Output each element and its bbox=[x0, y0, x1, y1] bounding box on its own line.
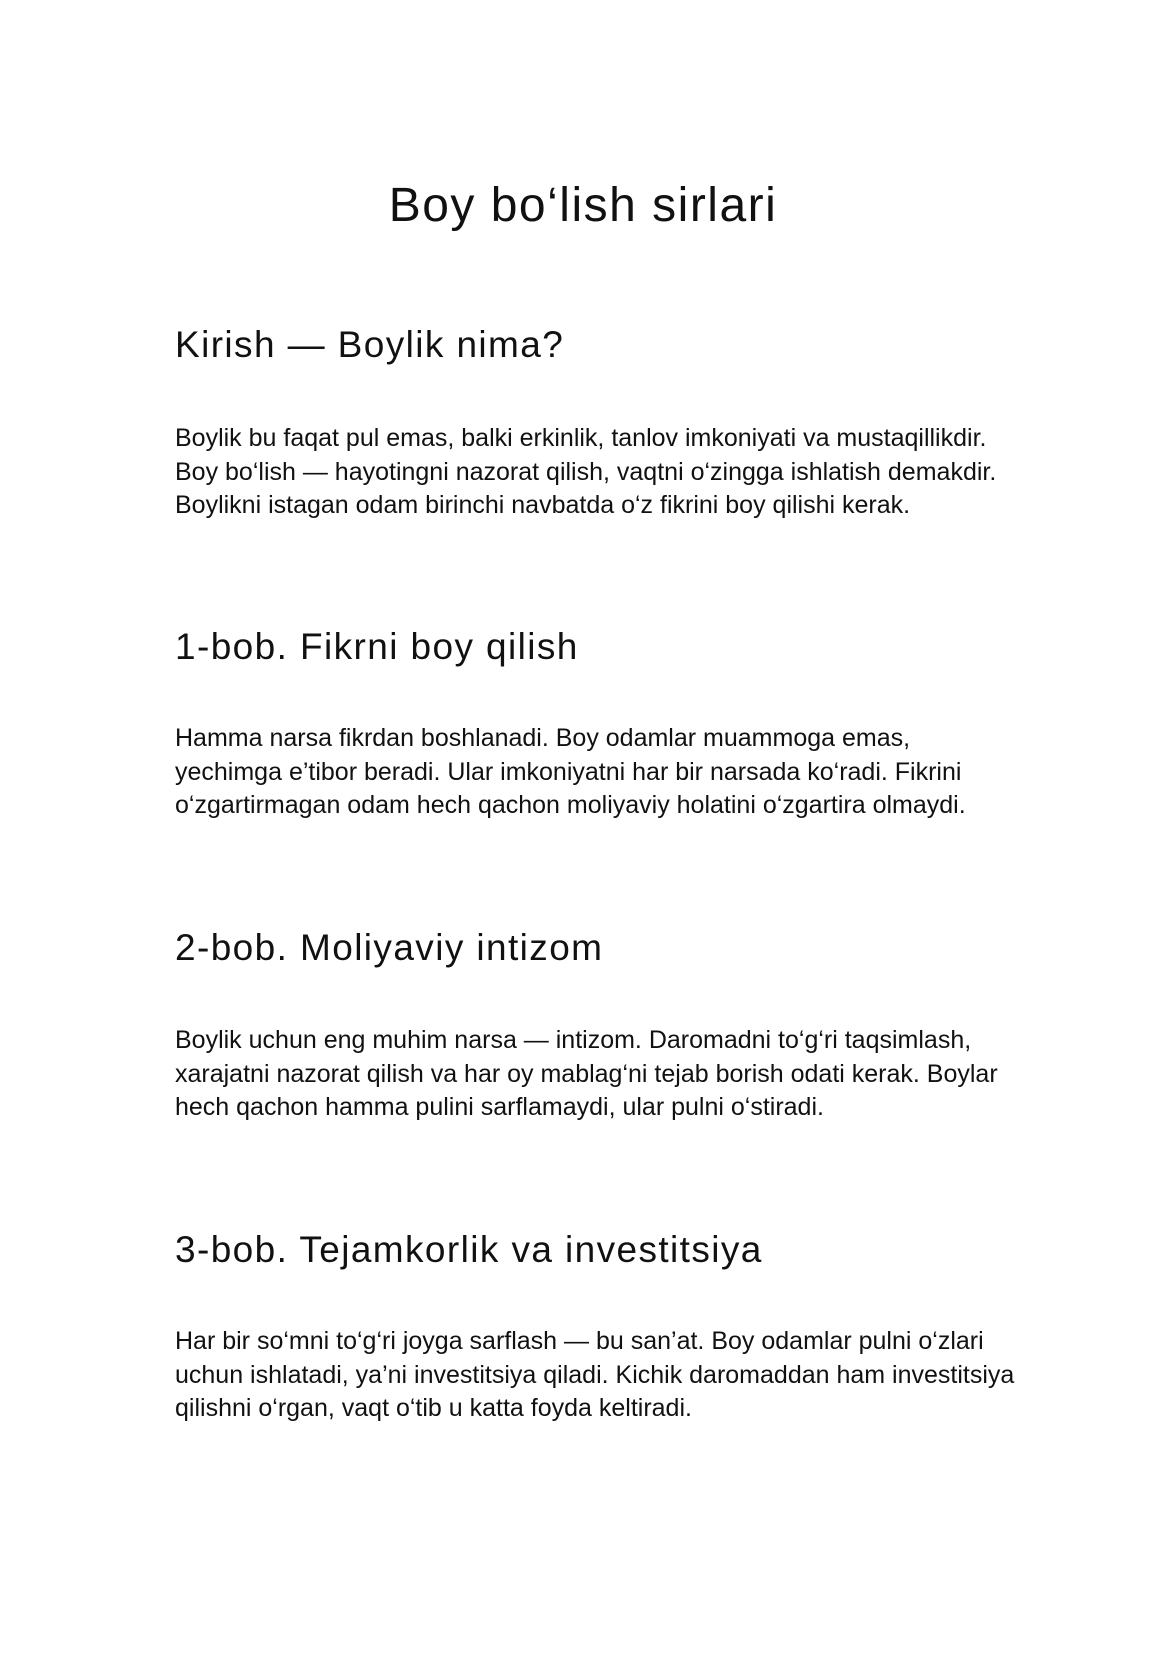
section-introduction bbox=[175, 322, 1015, 519]
section-body: Boylik uchun eng muhim narsa — intizom. Daromadni to‘g‘ri taqsimlash, xarajatni nazorat qilish va har oy mablag‘ni tejab borish odati kerak. Boylar hech qachon hamma pulini sarflamaydi, ular pulni o‘stiradi. bbox=[175, 1026, 998, 1121]
section-chapter-1 bbox=[175, 624, 1015, 819]
section-heading: Kirish — Boylik nima? bbox=[175, 324, 565, 365]
section-heading: 1-bob. Fikrni boy qilish bbox=[175, 626, 579, 667]
section-body: Boylik bu faqat pul emas, balki erkinlik, tanlov imkoniyati va mustaqillikdir. Boy bo‘lish — hayotingni nazorat qilish, vaqtni o‘zingga ishlatish demakdir. Boylikni istagan odam birinchi navbatda o‘z fikrini boy qilishi kerak. bbox=[175, 424, 997, 519]
section-heading: 3-bob. Tejamkorlik va investitsiya bbox=[175, 1229, 763, 1270]
section-chapter-2 bbox=[175, 925, 1015, 1121]
section-heading: 2-bob. Moliyaviy intizom bbox=[175, 927, 604, 968]
section-body: Hamma narsa fikrdan boshlanadi. Boy odamlar muammoga emas, yechimga e’tibor beradi. Ular imkoniyatni har bir narsada ko‘radi. Fikrini o‘zgartirmagan odam hech qachon moliyaviy holatini o‘zgartira olmaydi. bbox=[175, 724, 966, 819]
section-body: Har bir so‘mni to‘g‘ri joyga sarflash — bu san’at. Boy odamlar pulni o‘zlari uchun ishlatadi, ya’ni investitsiya qiladi. Kichik daromaddan ham investitsiya qilishni o‘rgan, vaqt o‘tib u katta foyda keltiradi. bbox=[175, 1327, 1015, 1422]
document-title: Boy bo‘lish sirlari bbox=[388, 179, 778, 232]
section-chapter-3 bbox=[175, 1227, 1015, 1422]
